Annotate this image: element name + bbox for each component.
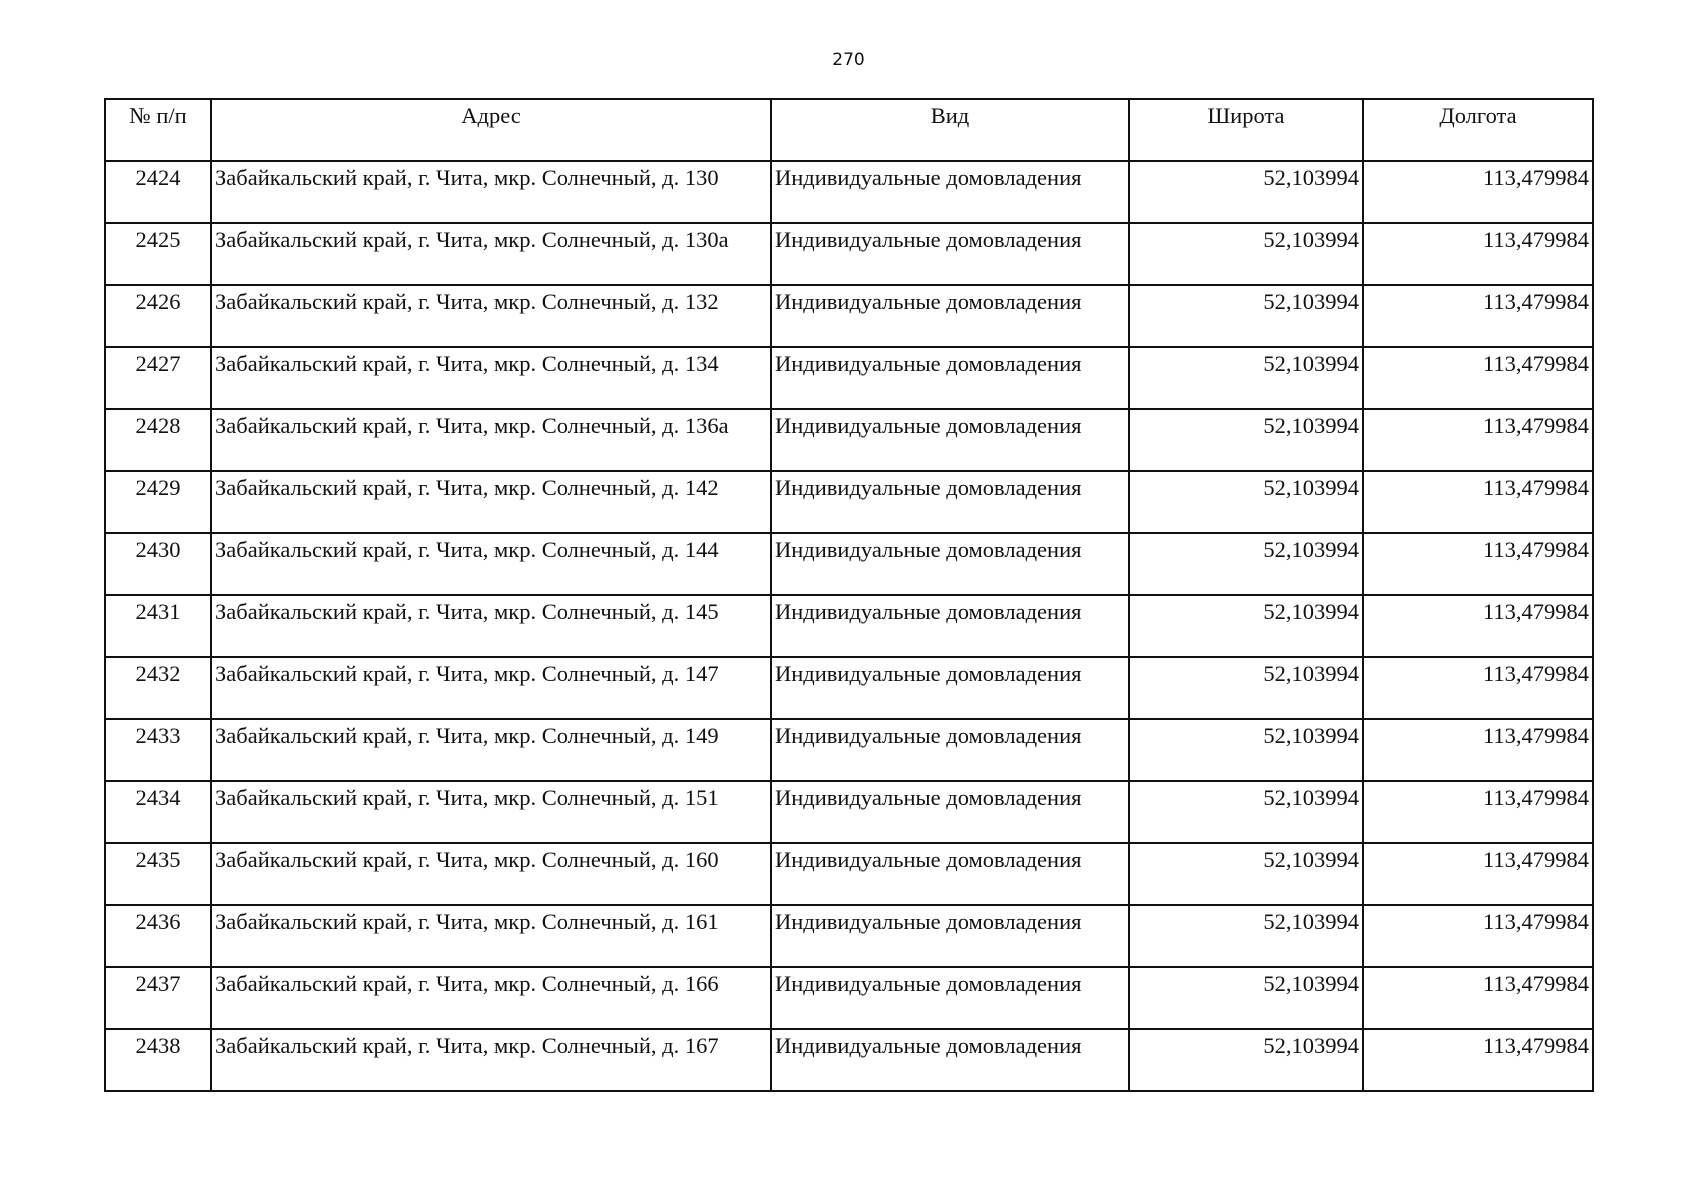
- table-row: [105, 967, 1593, 1029]
- cell-longitude: 113,479984: [1363, 905, 1593, 967]
- cell-kind: Индивидуальные домовладения: [771, 657, 1129, 719]
- cell-num: 2425: [105, 223, 211, 285]
- cell-num: 2430: [105, 533, 211, 595]
- cell-num: 2428: [105, 409, 211, 471]
- column-header-longitude: Долгота: [1363, 99, 1593, 161]
- cell-kind: Индивидуальные домовладения: [771, 719, 1129, 781]
- cell-longitude: 113,479984: [1363, 533, 1593, 595]
- cell-latitude: 52,103994: [1129, 161, 1363, 223]
- cell-kind: Индивидуальные домовладения: [771, 533, 1129, 595]
- cell-address: Забайкальский край, г. Чита, мкр. Солнечный, д. 136а: [211, 409, 771, 471]
- cell-num: 2436: [105, 905, 211, 967]
- table-row: [105, 161, 1593, 223]
- cell-address: Забайкальский край, г. Чита, мкр. Солнечный, д. 130: [211, 161, 771, 223]
- cell-latitude: 52,103994: [1129, 285, 1363, 347]
- cell-longitude: 113,479984: [1363, 161, 1593, 223]
- cell-num: 2438: [105, 1029, 211, 1091]
- cell-latitude: 52,103994: [1129, 409, 1363, 471]
- cell-latitude: 52,103994: [1129, 347, 1363, 409]
- cell-kind: Индивидуальные домовладения: [771, 161, 1129, 223]
- cell-num: 2433: [105, 719, 211, 781]
- cell-longitude: 113,479984: [1363, 719, 1593, 781]
- cell-num: 2435: [105, 843, 211, 905]
- cell-longitude: 113,479984: [1363, 843, 1593, 905]
- table-row: [105, 1029, 1593, 1091]
- address-table: [104, 98, 1594, 1092]
- cell-latitude: 52,103994: [1129, 967, 1363, 1029]
- cell-longitude: 113,479984: [1363, 1029, 1593, 1091]
- cell-address: Забайкальский край, г. Чита, мкр. Солнечный, д. 145: [211, 595, 771, 657]
- table-body: [105, 161, 1593, 1091]
- cell-kind: Индивидуальные домовладения: [771, 905, 1129, 967]
- cell-kind: Индивидуальные домовладения: [771, 409, 1129, 471]
- column-header-address: Адрес: [211, 99, 771, 161]
- cell-longitude: 113,479984: [1363, 223, 1593, 285]
- cell-address: Забайкальский край, г. Чита, мкр. Солнечный, д. 151: [211, 781, 771, 843]
- cell-latitude: 52,103994: [1129, 657, 1363, 719]
- cell-kind: Индивидуальные домовладения: [771, 967, 1129, 1029]
- cell-latitude: 52,103994: [1129, 843, 1363, 905]
- cell-latitude: 52,103994: [1129, 223, 1363, 285]
- table-header-row: [105, 99, 1593, 161]
- cell-address: Забайкальский край, г. Чита, мкр. Солнечный, д. 134: [211, 347, 771, 409]
- cell-kind: Индивидуальные домовладения: [771, 347, 1129, 409]
- cell-kind: Индивидуальные домовладения: [771, 223, 1129, 285]
- cell-kind: Индивидуальные домовладения: [771, 285, 1129, 347]
- cell-latitude: 52,103994: [1129, 533, 1363, 595]
- cell-kind: Индивидуальные домовладения: [771, 471, 1129, 533]
- cell-latitude: 52,103994: [1129, 471, 1363, 533]
- cell-latitude: 52,103994: [1129, 595, 1363, 657]
- cell-longitude: 113,479984: [1363, 347, 1593, 409]
- column-header-kind: Вид: [771, 99, 1129, 161]
- column-header-num: № п/п: [105, 99, 211, 161]
- cell-num: 2429: [105, 471, 211, 533]
- cell-address: Забайкальский край, г. Чита, мкр. Солнечный, д. 144: [211, 533, 771, 595]
- cell-address: Забайкальский край, г. Чита, мкр. Солнечный, д. 167: [211, 1029, 771, 1091]
- cell-kind: Индивидуальные домовладения: [771, 843, 1129, 905]
- table-row: [105, 719, 1593, 781]
- cell-num: 2427: [105, 347, 211, 409]
- table-row: [105, 657, 1593, 719]
- cell-address: Забайкальский край, г. Чита, мкр. Солнечный, д. 161: [211, 905, 771, 967]
- cell-address: Забайкальский край, г. Чита, мкр. Солнечный, д. 130а: [211, 223, 771, 285]
- cell-num: 2432: [105, 657, 211, 719]
- table-row: [105, 905, 1593, 967]
- cell-longitude: 113,479984: [1363, 285, 1593, 347]
- cell-longitude: 113,479984: [1363, 967, 1593, 1029]
- table-row: [105, 781, 1593, 843]
- cell-longitude: 113,479984: [1363, 595, 1593, 657]
- cell-latitude: 52,103994: [1129, 781, 1363, 843]
- cell-longitude: 113,479984: [1363, 781, 1593, 843]
- cell-kind: Индивидуальные домовладения: [771, 595, 1129, 657]
- table-row: [105, 595, 1593, 657]
- cell-kind: Индивидуальные домовладения: [771, 1029, 1129, 1091]
- table-row: [105, 471, 1593, 533]
- cell-address: Забайкальский край, г. Чита, мкр. Солнечный, д. 160: [211, 843, 771, 905]
- cell-longitude: 113,479984: [1363, 471, 1593, 533]
- cell-longitude: 113,479984: [1363, 657, 1593, 719]
- table-row: [105, 347, 1593, 409]
- cell-address: Забайкальский край, г. Чита, мкр. Солнечный, д. 166: [211, 967, 771, 1029]
- column-header-latitude: Широта: [1129, 99, 1363, 161]
- table-row: [105, 285, 1593, 347]
- cell-num: 2426: [105, 285, 211, 347]
- cell-num: 2424: [105, 161, 211, 223]
- table-row: [105, 223, 1593, 285]
- cell-num: 2434: [105, 781, 211, 843]
- cell-latitude: 52,103994: [1129, 1029, 1363, 1091]
- cell-num: 2431: [105, 595, 211, 657]
- cell-address: Забайкальский край, г. Чита, мкр. Солнечный, д. 142: [211, 471, 771, 533]
- cell-address: Забайкальский край, г. Чита, мкр. Солнечный, д. 147: [211, 657, 771, 719]
- page-number: 270: [832, 50, 865, 70]
- cell-address: Забайкальский край, г. Чита, мкр. Солнечный, д. 132: [211, 285, 771, 347]
- cell-longitude: 113,479984: [1363, 409, 1593, 471]
- cell-latitude: 52,103994: [1129, 719, 1363, 781]
- cell-address: Забайкальский край, г. Чита, мкр. Солнечный, д. 149: [211, 719, 771, 781]
- table-row: [105, 843, 1593, 905]
- table-row: [105, 409, 1593, 471]
- table-row: [105, 533, 1593, 595]
- cell-kind: Индивидуальные домовладения: [771, 781, 1129, 843]
- cell-latitude: 52,103994: [1129, 905, 1363, 967]
- cell-num: 2437: [105, 967, 211, 1029]
